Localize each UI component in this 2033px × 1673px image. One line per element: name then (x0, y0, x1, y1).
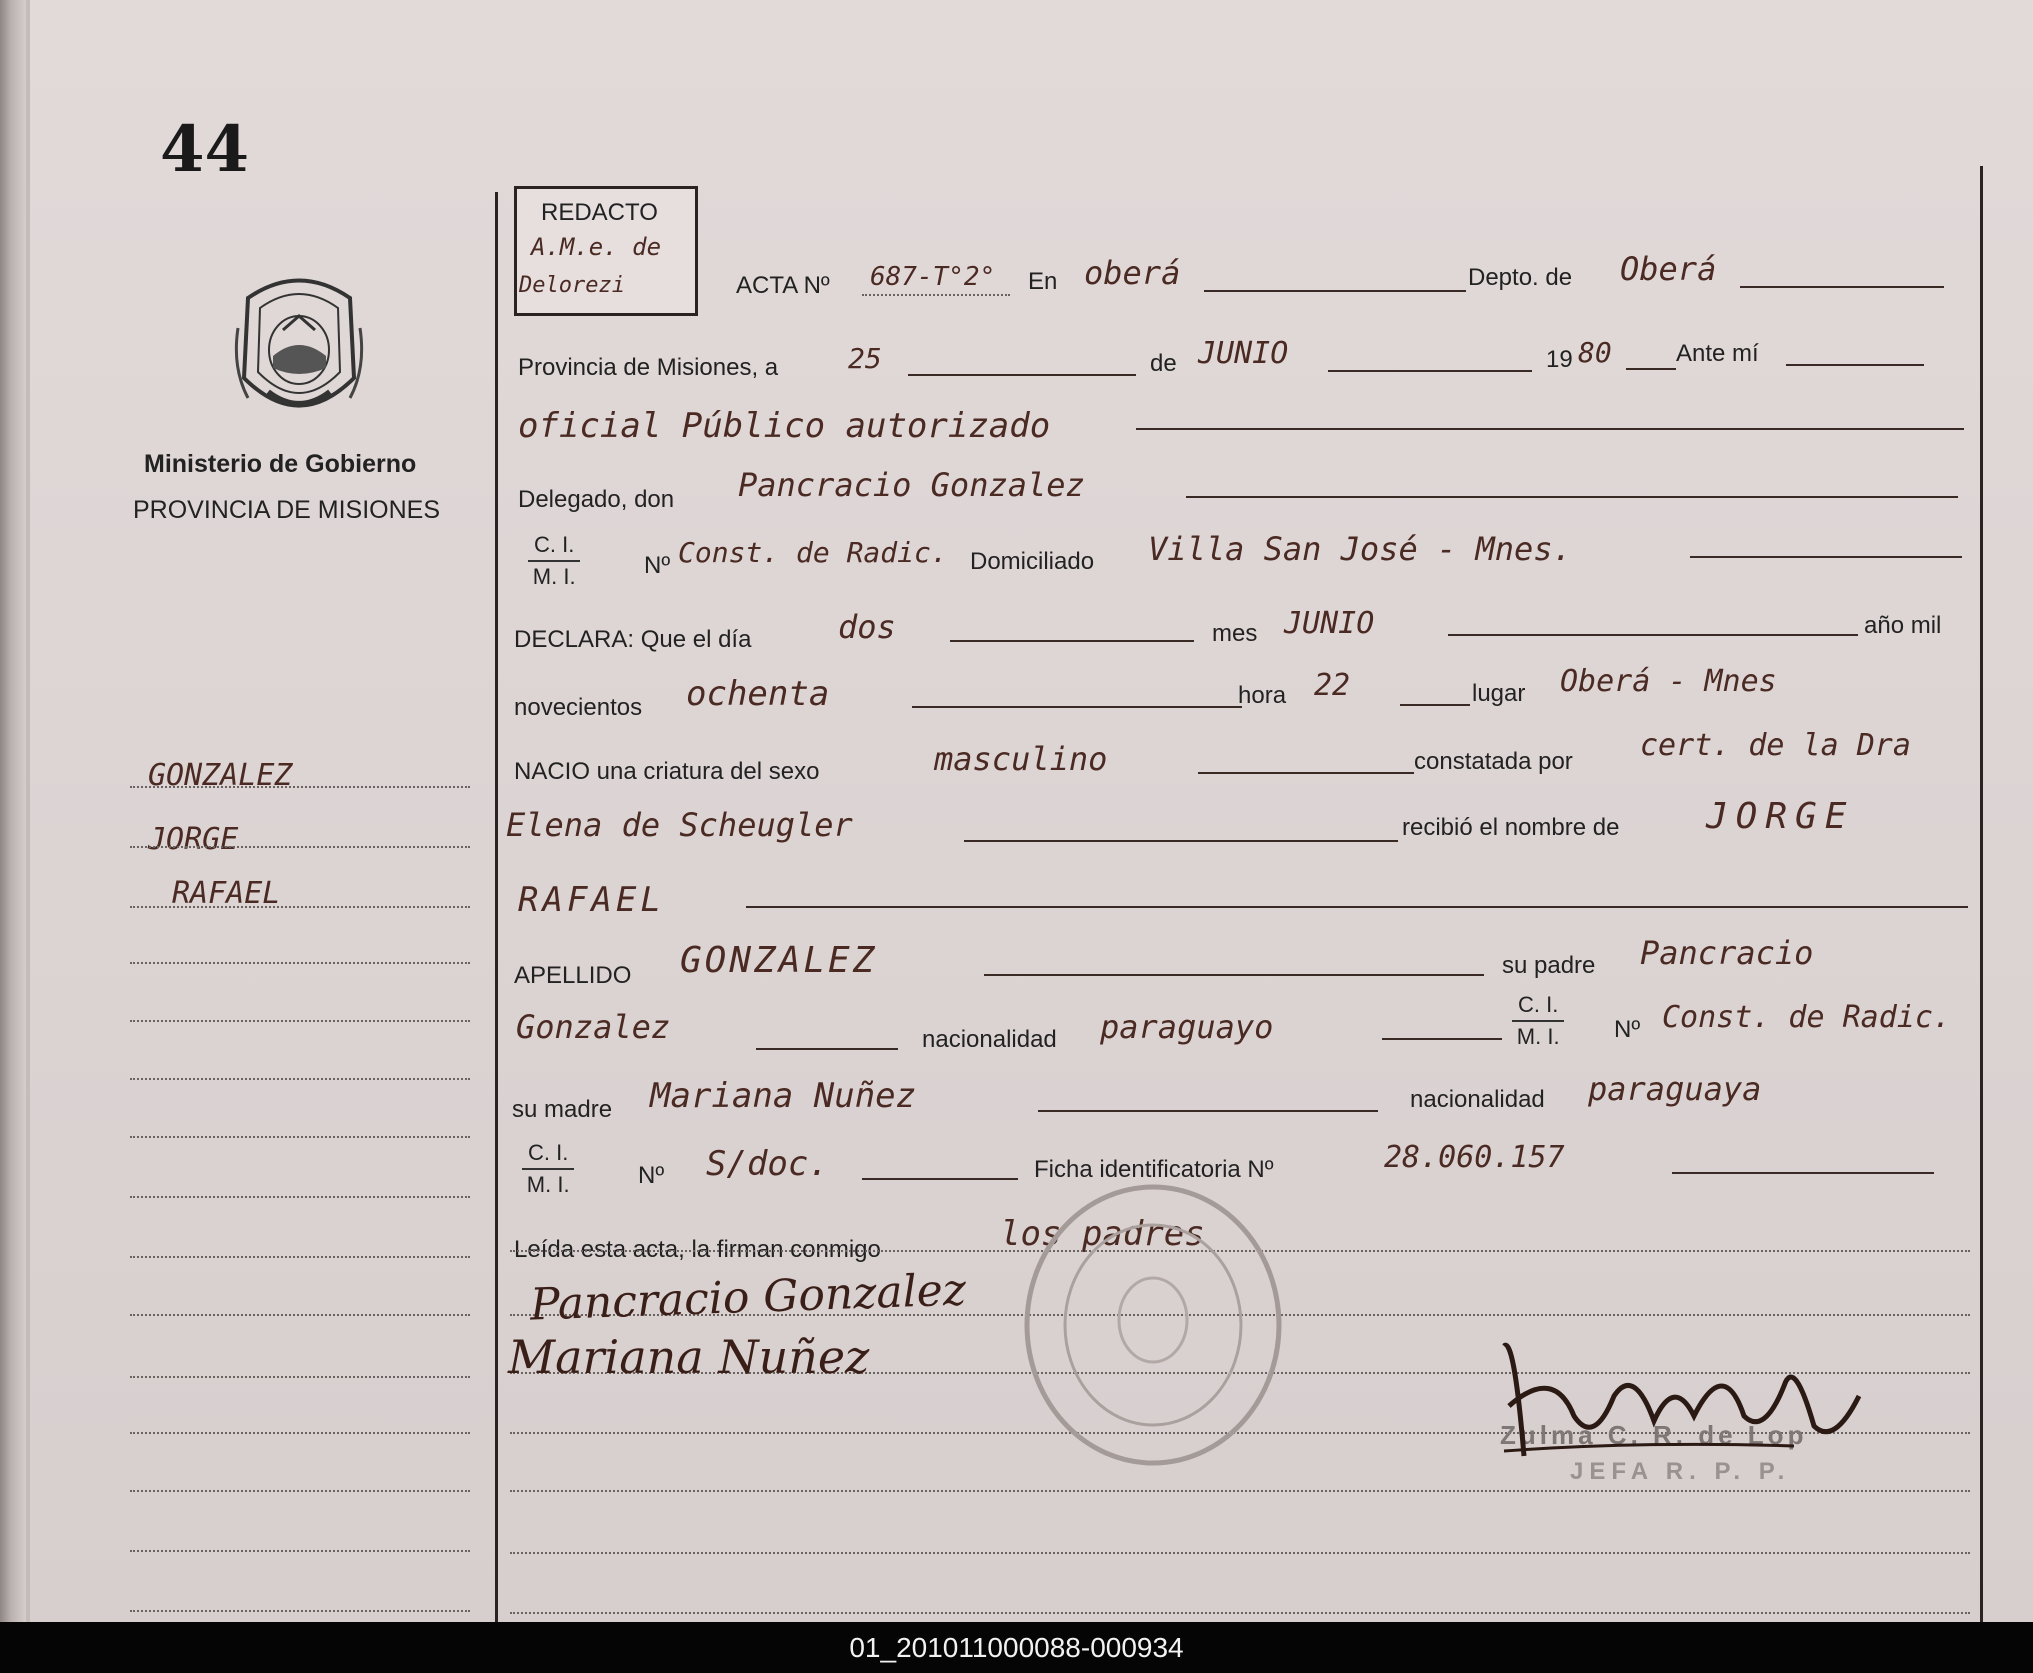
padre-documento: Const. de Radic. (1662, 1000, 1951, 1035)
nombre-1: JORGE (1706, 796, 1855, 837)
mes-label: mes (1212, 620, 1258, 647)
left-rule (495, 192, 498, 1622)
field-line (1448, 634, 1858, 636)
firman-value: los padres (1000, 1214, 1205, 1254)
ci-mi-fraction (528, 532, 580, 590)
mi-label: M. I. (526, 1172, 570, 1197)
provincia-label: Provincia de Misiones, a (518, 354, 779, 381)
field-line (756, 1048, 898, 1050)
ci-label: C. I. (522, 1140, 574, 1170)
margin-line (130, 1432, 470, 1434)
redacto-label: REDACTO (541, 199, 658, 226)
domicilio-value: Villa San José - Mnes. (1148, 530, 1572, 568)
field-line (1328, 370, 1532, 372)
hora-label: hora (1238, 682, 1287, 709)
margin-second-name: RAFAEL (172, 876, 281, 911)
rule-line (510, 1612, 1970, 1614)
depto-value: Oberá (1620, 250, 1717, 288)
book-binding-edge (26, 0, 30, 1622)
margin-line (130, 1078, 470, 1080)
field-line (746, 906, 1968, 908)
margin-line (130, 1610, 470, 1612)
delegado-label: Delegado, don (518, 486, 675, 513)
mes-nacimiento: JUNIO (1284, 606, 1375, 641)
su-madre-label: su madre (512, 1096, 613, 1123)
ministry-name: Ministerio de Gobierno (144, 450, 417, 478)
apellido-label: APELLIDO (514, 962, 632, 989)
margin-line (130, 846, 470, 848)
en-value: oberá (1084, 254, 1181, 292)
su-padre-label: su padre (1502, 952, 1596, 979)
field-line (1382, 1038, 1502, 1040)
margin-line (130, 1136, 470, 1138)
novecientos-label: novecientos (514, 694, 643, 721)
margin-first-name: JORGE (148, 822, 239, 857)
oficial-value: oficial Público autorizado (518, 406, 1051, 446)
margin-line (130, 1490, 470, 1492)
padre-ci-mi-fraction (1512, 992, 1564, 1050)
lugar-value: Oberá - Mnes (1560, 664, 1777, 699)
signature-official (1494, 1326, 1874, 1476)
apellido-value: GONZALEZ (680, 940, 878, 981)
delegado-doc: Const. de Radic. (678, 536, 948, 569)
field-line (1204, 290, 1466, 292)
sexo-value: masculino (934, 740, 1108, 778)
field-line (964, 840, 1398, 842)
hora-value: 22 (1314, 668, 1351, 703)
redacto-box (514, 186, 698, 316)
depto-label: Depto. de (1468, 264, 1573, 291)
field-line (1786, 364, 1924, 366)
nombre-2: RAFAEL (518, 880, 665, 920)
redacto-name: Delorezi (519, 273, 625, 298)
padre-no-label: Nº (1614, 1016, 1641, 1043)
acta-label: ACTA Nº (736, 272, 830, 299)
mi-label: M. I. (1516, 1024, 1560, 1049)
recibio-label: recibió el nombre de (1402, 814, 1620, 841)
nacio-label: NACIO una criatura del sexo (514, 758, 820, 785)
domiciliado-label: Domiciliado (970, 548, 1095, 575)
province-name: PROVINCIA DE MISIONES (133, 496, 441, 524)
delegado-value: Pancracio Gonzalez (738, 466, 1085, 504)
field-line (1740, 286, 1944, 288)
field-line (1198, 772, 1414, 774)
constatada-doctor: Elena de Scheugler (506, 806, 853, 844)
ci-label: C. I. (528, 532, 580, 562)
padre-nacionalidad: paraguayo (1100, 1008, 1274, 1046)
field-line (912, 706, 1242, 708)
official-title-stamp: JEFA R. P. P. (1570, 1458, 1791, 1485)
signature-father: Pancracio Gonzalez (529, 1264, 967, 1331)
fecha-dia: 25 (848, 342, 882, 375)
margin-line (130, 1196, 470, 1198)
margin-line (130, 1020, 470, 1022)
ante-label: Ante mí (1676, 340, 1759, 367)
madre-nacionalidad: paraguaya (1588, 1070, 1762, 1108)
redacto-initials: A.M.e. de (531, 233, 662, 261)
page-number: 44 (160, 112, 250, 187)
margin-line (130, 1550, 470, 1552)
padre-nombre: Pancracio (1640, 934, 1814, 972)
field-line (862, 1178, 1018, 1180)
madre-nacionalidad-label: nacionalidad (1410, 1086, 1545, 1113)
padre-nacionalidad-label: nacionalidad (922, 1026, 1057, 1053)
field-line (984, 974, 1484, 976)
acta-number: 687-T°2° (870, 262, 996, 292)
field-line (1672, 1172, 1934, 1174)
declara-label: DECLARA: Que el día (514, 626, 752, 653)
de-label: de (1150, 350, 1177, 377)
field-line (862, 294, 1010, 296)
padre-apellido: Gonzalez (516, 1008, 671, 1046)
margin-line (130, 1376, 470, 1378)
constatada-label: constatada por (1414, 748, 1573, 775)
anio-mil-label: año mil (1864, 612, 1942, 639)
field-line (1626, 368, 1676, 370)
margin-line (130, 786, 470, 788)
fecha-anio: 80 (1578, 336, 1612, 369)
ficha-value: 28.060.157 (1384, 1140, 1565, 1175)
madre-documento: S/doc. (706, 1144, 829, 1184)
book-binding (0, 0, 26, 1622)
field-line (950, 640, 1194, 642)
margin-line (130, 1256, 470, 1258)
signature-mother: Mariana Nuñez (508, 1330, 870, 1384)
margin-line (130, 1314, 470, 1316)
right-rule (1980, 166, 1983, 1622)
rule-line (510, 1552, 1970, 1554)
official-name-stamp: Zulma C. R. de Lop (1500, 1420, 1808, 1450)
en-label: En (1028, 268, 1058, 295)
anio-nacimiento: ochenta (686, 674, 830, 714)
year-prefix: 19 (1546, 346, 1573, 373)
mi-label: M. I. (532, 564, 576, 589)
ficha-label: Ficha identificatoria Nº (1034, 1156, 1274, 1183)
field-line (1186, 496, 1958, 498)
madre-ci-mi-fraction (522, 1140, 574, 1198)
coat-of-arms-seal (228, 268, 370, 428)
dia-nacimiento: dos (838, 608, 896, 646)
no-label: Nº (644, 552, 671, 579)
madre-nombre: Mariana Nuñez (650, 1076, 917, 1116)
fecha-mes: JUNIO (1198, 336, 1289, 371)
leida-label: Leída esta acta, la firman conmigo (514, 1236, 881, 1263)
lugar-label: lugar (1472, 680, 1526, 707)
madre-no-label: Nº (638, 1162, 665, 1189)
margin-line (130, 906, 470, 908)
field-line (1690, 556, 1962, 558)
field-line (908, 374, 1136, 376)
ci-label: C. I. (1512, 992, 1564, 1022)
field-line (1136, 428, 1964, 430)
margin-line (130, 962, 470, 964)
rule-line (510, 1490, 1970, 1492)
constatada-value: cert. de la Dra (1640, 728, 1911, 763)
official-stamp (1018, 1180, 1288, 1470)
field-line (1400, 704, 1470, 706)
image-id-footer: 01_201011000088-000934 (0, 1622, 2033, 1673)
field-line (1038, 1110, 1378, 1112)
margin-surname: GONZALEZ (148, 758, 293, 793)
